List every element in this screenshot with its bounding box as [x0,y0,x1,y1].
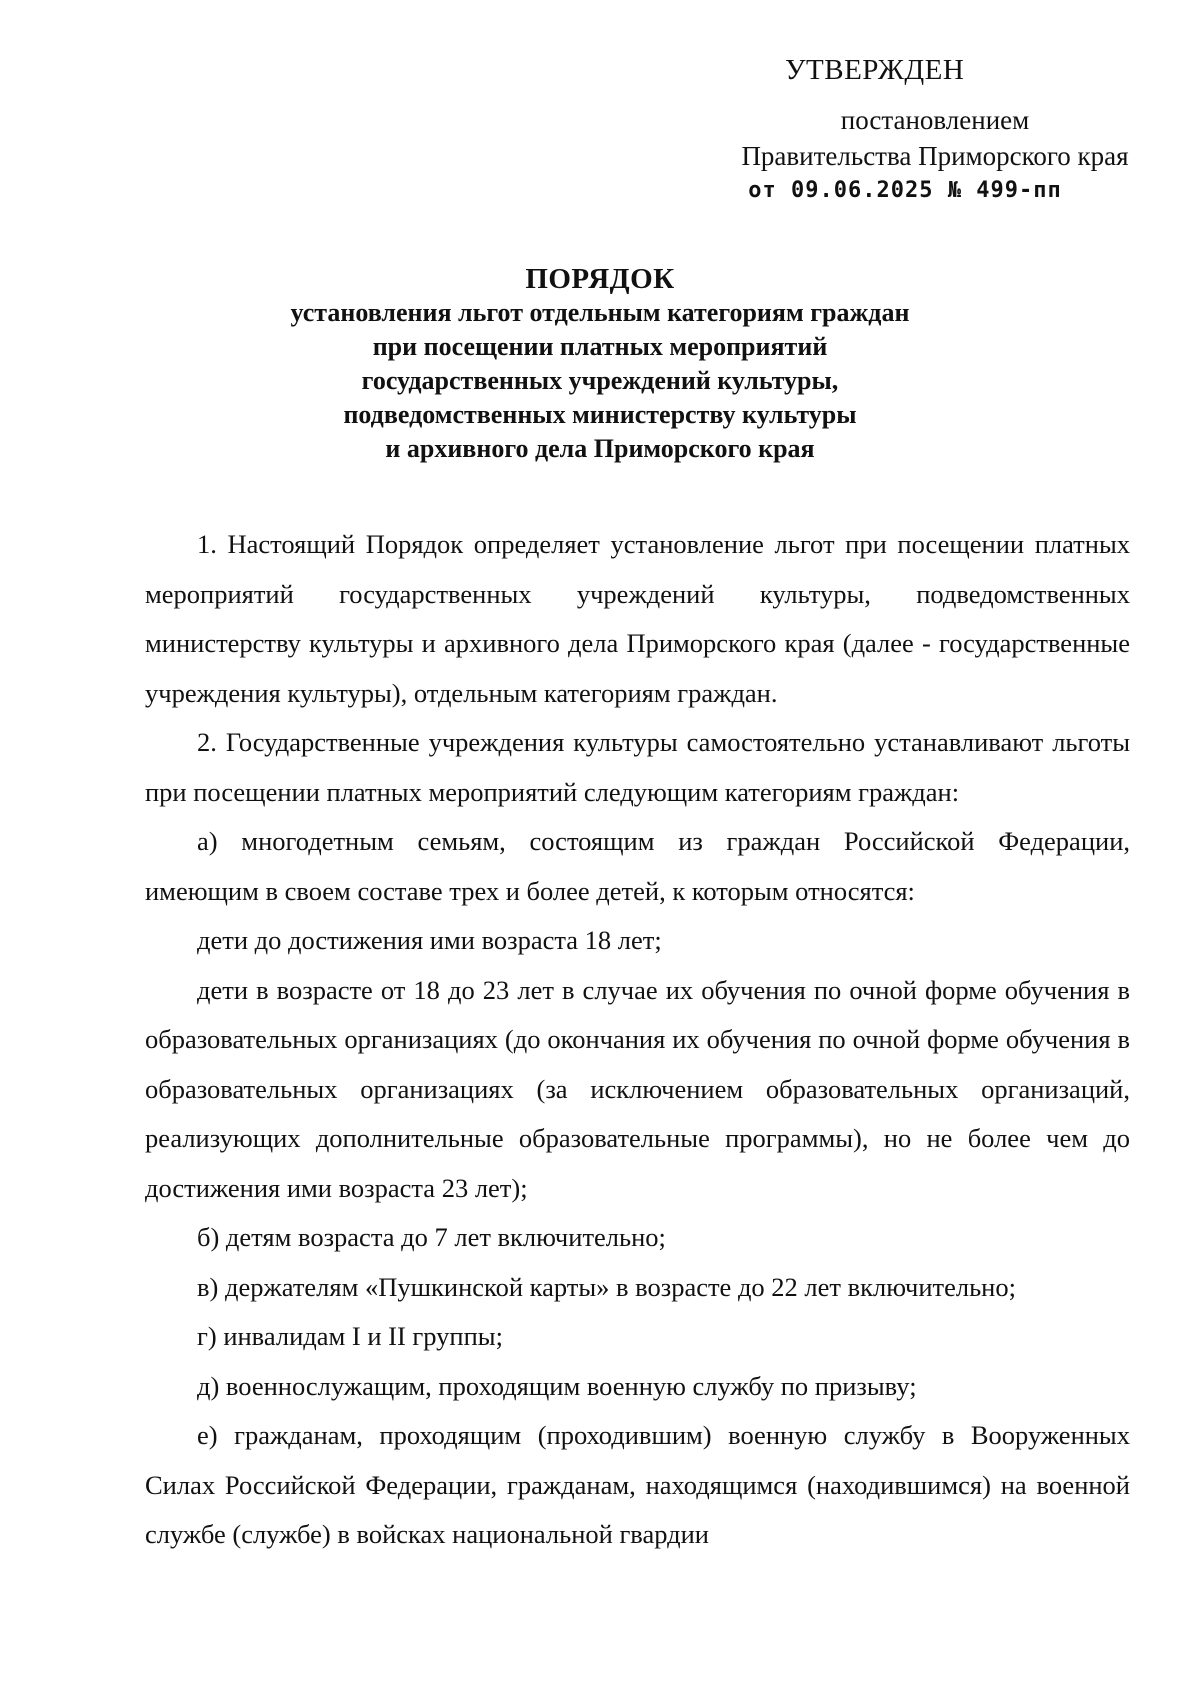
item-a-sub-2: дети в возрасте от 18 до 23 лет в случае их обучения по очной форме обучения в образовательных организациях (до окончания их обучения по очной форме обучения в образовательных организациях (за исключением образовательных организаций, реализующих дополнительные образовательные программы), но не более чем до достижения ими возраста 23 лет); [145,974,1130,1203]
approval-date-number: от 09.06.2025 № 499-пп [748,178,1062,203]
approval-title: УТВЕРЖДЕН [785,54,965,86]
heading-line-5: и архивного дела Приморского края [385,434,815,463]
item-a-sub-1: дети до достижения ими возраста 18 лет; [197,925,662,955]
document-title: ПОРЯДОК [525,263,675,295]
item-b: б) детям возраста до 7 лет включительно; [197,1222,666,1252]
item-d: д) военнослужащим, проходящим военную службу по призыву; [197,1370,917,1401]
approval-block [715,52,1155,208]
heading-line-3: государственных учреждений культуры, [361,366,839,395]
paragraph-2: 2. Государственные учреждения культуры самостоятельно устанавливают льготы при посещении платных мероприятий следующим категориям граждан: [145,727,1130,807]
approval-line-government: Правительства Приморского края [741,141,1129,171]
paragraph-1: 1. Настоящий Порядок определяет установление льгот при посещении платных мероприятий государственных учреждений культуры, подведомственных министерству культуры и архивного дела Приморского края (далее - государственные учреждения культуры), отдельным категориям граждан. [145,529,1130,708]
item-e: е) гражданам, проходящим (проходившим) военную службу в Вооруженных Силах Российской Федерации, гражданам, находящимся (находившимся) на военной службе (службе) в войсках национальной гвардии [145,1420,1130,1549]
item-v: в) держателям «Пушкинской карты» в возрасте до 22 лет включительно; [197,1271,1016,1302]
heading-line-2: при посещении платных мероприятий [372,332,828,361]
heading-line-4: подведомственных министерству культуры [343,400,857,429]
document-heading [150,262,1050,466]
document-body [145,520,1130,1560]
approval-line-resolution: постановлением [840,105,1030,135]
item-a: а) многодетным семьям, состоящим из граждан Российской Федерации, имеющим в своем составе трех и более детей, к которым относятся: [145,826,1130,906]
item-g: г) инвалидам I и II группы; [197,1321,503,1351]
heading-line-1: установления льгот отдельным категориям граждан [290,298,910,327]
